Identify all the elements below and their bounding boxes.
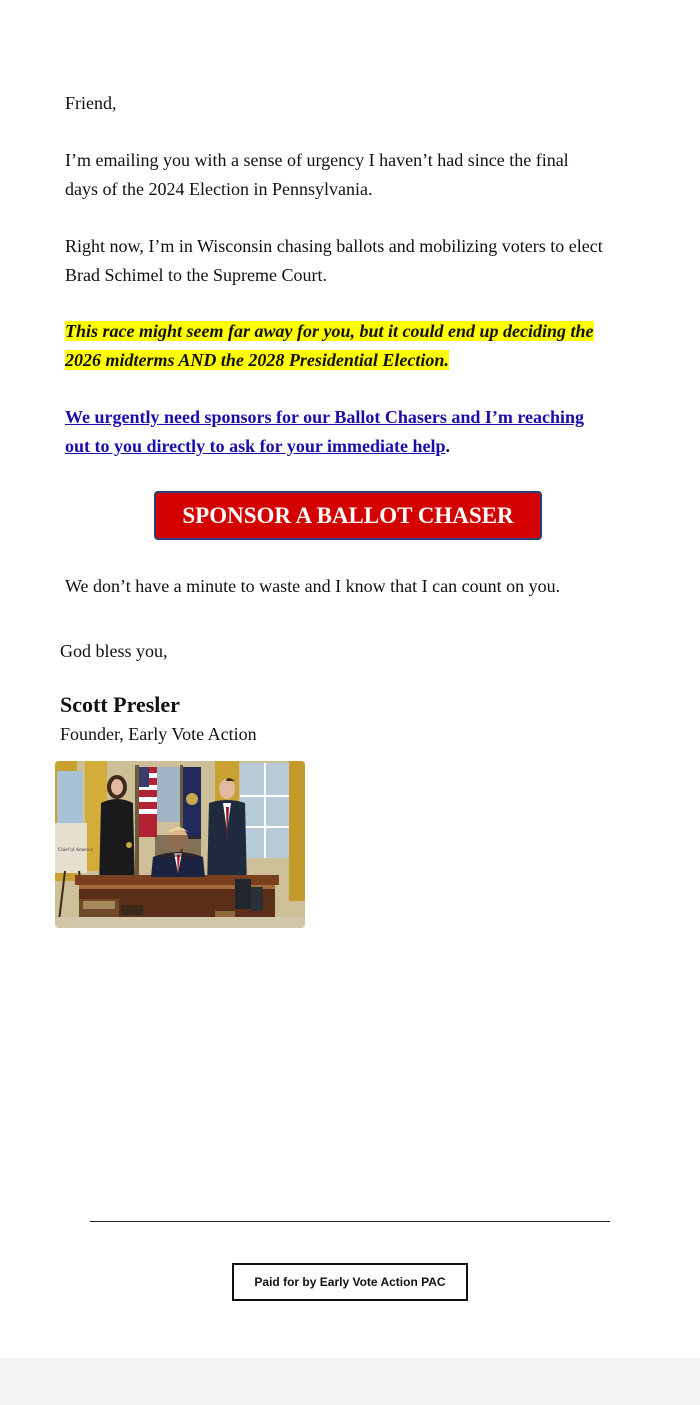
signature-name: Scott Presler bbox=[60, 692, 180, 717]
paragraph-urgency-line-1: I’m emailing you with a sense of urgency I haven’t had since the final bbox=[65, 150, 569, 170]
greeting: Friend, bbox=[65, 93, 117, 113]
paragraph-urgency bbox=[65, 146, 640, 203]
sponsor-link-line-2[interactable]: out to you directly to ask for your immediate help bbox=[65, 435, 446, 456]
closing-paragraph: We don’t have a minute to waste and I know that I can count on you. bbox=[65, 576, 561, 596]
highlighted-paragraph bbox=[65, 317, 640, 374]
paragraph-wisconsin bbox=[65, 232, 640, 289]
sponsor-link[interactable] bbox=[65, 407, 584, 456]
sponsor-link-paragraph bbox=[65, 403, 640, 460]
footer-divider bbox=[90, 1221, 610, 1222]
sponsor-link-line-1[interactable]: We urgently need sponsors for our Ballot Chasers and I’m reaching bbox=[65, 407, 585, 427]
footer-band bbox=[0, 1358, 700, 1405]
signoff: God bless you, bbox=[60, 641, 168, 661]
sponsor-ballot-chaser-button[interactable]: SPONSOR A BALLOT CHASER bbox=[154, 491, 542, 540]
easel-sign-text: Chief of America bbox=[58, 848, 93, 853]
paragraph-wisconsin-line-2: Brad Schimel to the Supreme Court. bbox=[65, 264, 327, 285]
paragraph-wisconsin-line-1: Right now, I’m in Wisconsin chasing ballots and mobilizing voters to elect bbox=[65, 236, 603, 256]
signature-title: Founder, Early Vote Action bbox=[60, 724, 257, 744]
oval-office-photo bbox=[55, 761, 305, 928]
paragraph-urgency-line-2: days of the 2024 Election in Pennsylvania. bbox=[65, 178, 373, 199]
sponsor-link-period: . bbox=[445, 435, 450, 456]
highlight-line-2: 2026 midterms AND the 2028 Presidential Election. bbox=[65, 349, 449, 370]
highlight-line-1: This race might seem far away for you, but it could end up deciding the bbox=[65, 321, 594, 341]
paid-for-disclaimer: Paid for by Early Vote Action PAC bbox=[232, 1263, 468, 1301]
